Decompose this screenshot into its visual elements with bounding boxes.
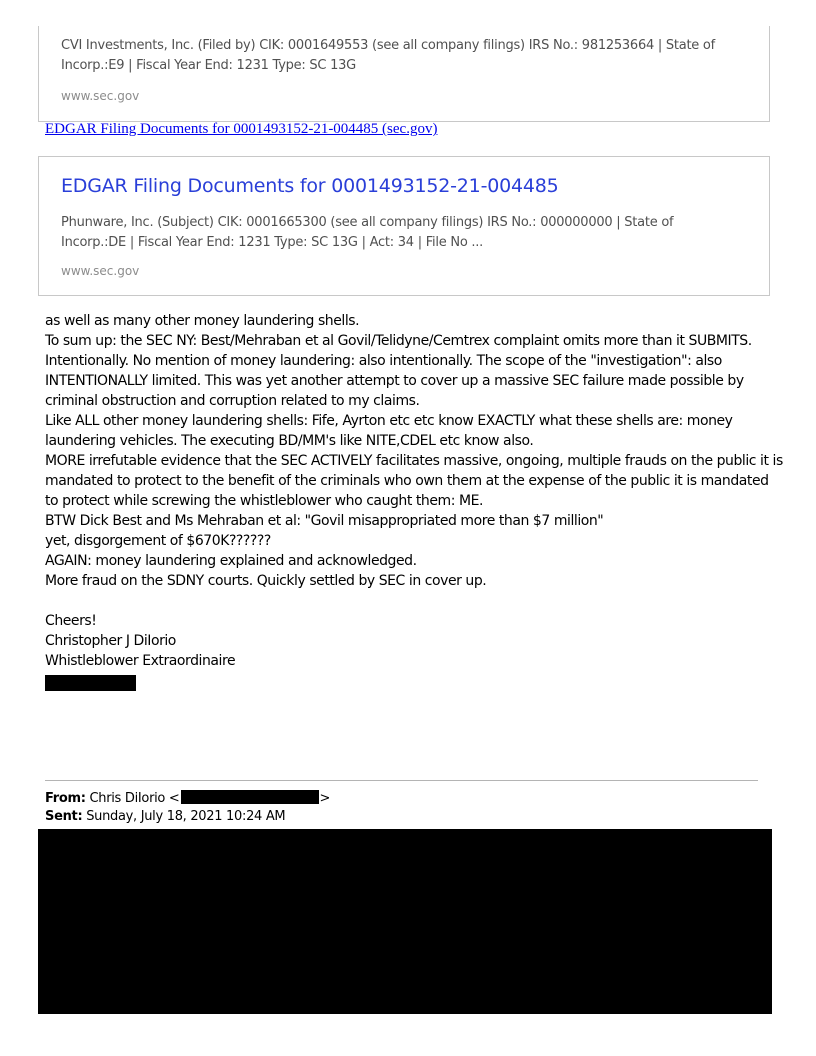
edgar-filing-link[interactable]: EDGAR Filing Documents for 0001493152-21-004485 (sec.gov) [45, 121, 438, 137]
sent-value: Sunday, July 18, 2021 10:24 AM [86, 809, 286, 824]
signature-title: Whistleblower Extraordinaire [45, 653, 236, 669]
card-description: Phunware, Inc. (Subject) CIK: 0001665300 (see all company filings) IRS No.: 000000000 | State of Incorp.:DE | Fiscal Year End: 1231 Type: SC 13G | Act: 34 | File No ... [61, 215, 674, 250]
closing: Cheers! [45, 613, 97, 629]
divider [45, 780, 758, 781]
body-paragraph: To sum up: the SEC NY: Best/Mehraban et al Govil/Telidyne/Cemtrex complaint omits more than it SUBMITS. Intentionally. No mention of money laundering: also intentionally. The scope of the "investigation": also INTENTIONALLY limited. This was yet another attempt to cover up a massive SEC failure made possible by criminal obstruction and corruption related to my claims. [45, 333, 752, 409]
card-domain: www.sec.gov [61, 89, 140, 103]
card-description: CVI Investments, Inc. (Filed by) CIK: 0001649553 (see all company filings) IRS No.: 981253664 | State of Incorp.:E9 | Fiscal Year End: 1231 Type: SC 13G [61, 38, 715, 73]
link-preview-card-phunware[interactable] [38, 156, 770, 296]
from-line [45, 790, 330, 808]
sent-line [45, 808, 285, 826]
from-label: From: [45, 791, 86, 806]
body-paragraph: Like ALL other money laundering shells: Fife, Ayrton etc etc know EXACTLY what these shells are: money laundering vehicles. The executing BD/MM's like NITE,CDEL etc know also. [45, 413, 733, 449]
redaction-block-large [38, 829, 772, 1014]
body-paragraph: MORE irrefutable evidence that the SEC ACTIVELY facilitates massive, ongoing, multiple frauds on the public it is mandated to protect to the benefit of the criminals who own them at the expense of the public it is mandated to protect while screwing the whistleblower who caught them: ME. [45, 453, 783, 509]
body-paragraph: More fraud on the SDNY courts. Quickly settled by SEC in cover up. [45, 573, 487, 589]
body-paragraph: as well as many other money laundering shells. [45, 313, 360, 329]
from-name: Chris DiIorio < [89, 791, 180, 806]
body-paragraph: AGAIN: money laundering explained and acknowledged. [45, 553, 417, 569]
email-redaction [181, 790, 319, 804]
card-domain: www.sec.gov [61, 264, 140, 278]
link-preview-card-cvi[interactable] [38, 26, 770, 122]
signature-name: Christopher J DiIorio [45, 633, 176, 649]
redaction-block [45, 675, 136, 691]
spacer [45, 591, 785, 611]
email-body [45, 311, 785, 671]
from-close: > [319, 791, 331, 806]
body-paragraph: BTW Dick Best and Ms Mehraban et al: "Govil misappropriated more than $7 million" [45, 513, 604, 529]
body-paragraph: yet, disgorgement of $670K?????? [45, 533, 271, 549]
sent-label: Sent: [45, 809, 83, 824]
card-title[interactable]: EDGAR Filing Documents for 0001493152-21-004485 [61, 175, 559, 197]
